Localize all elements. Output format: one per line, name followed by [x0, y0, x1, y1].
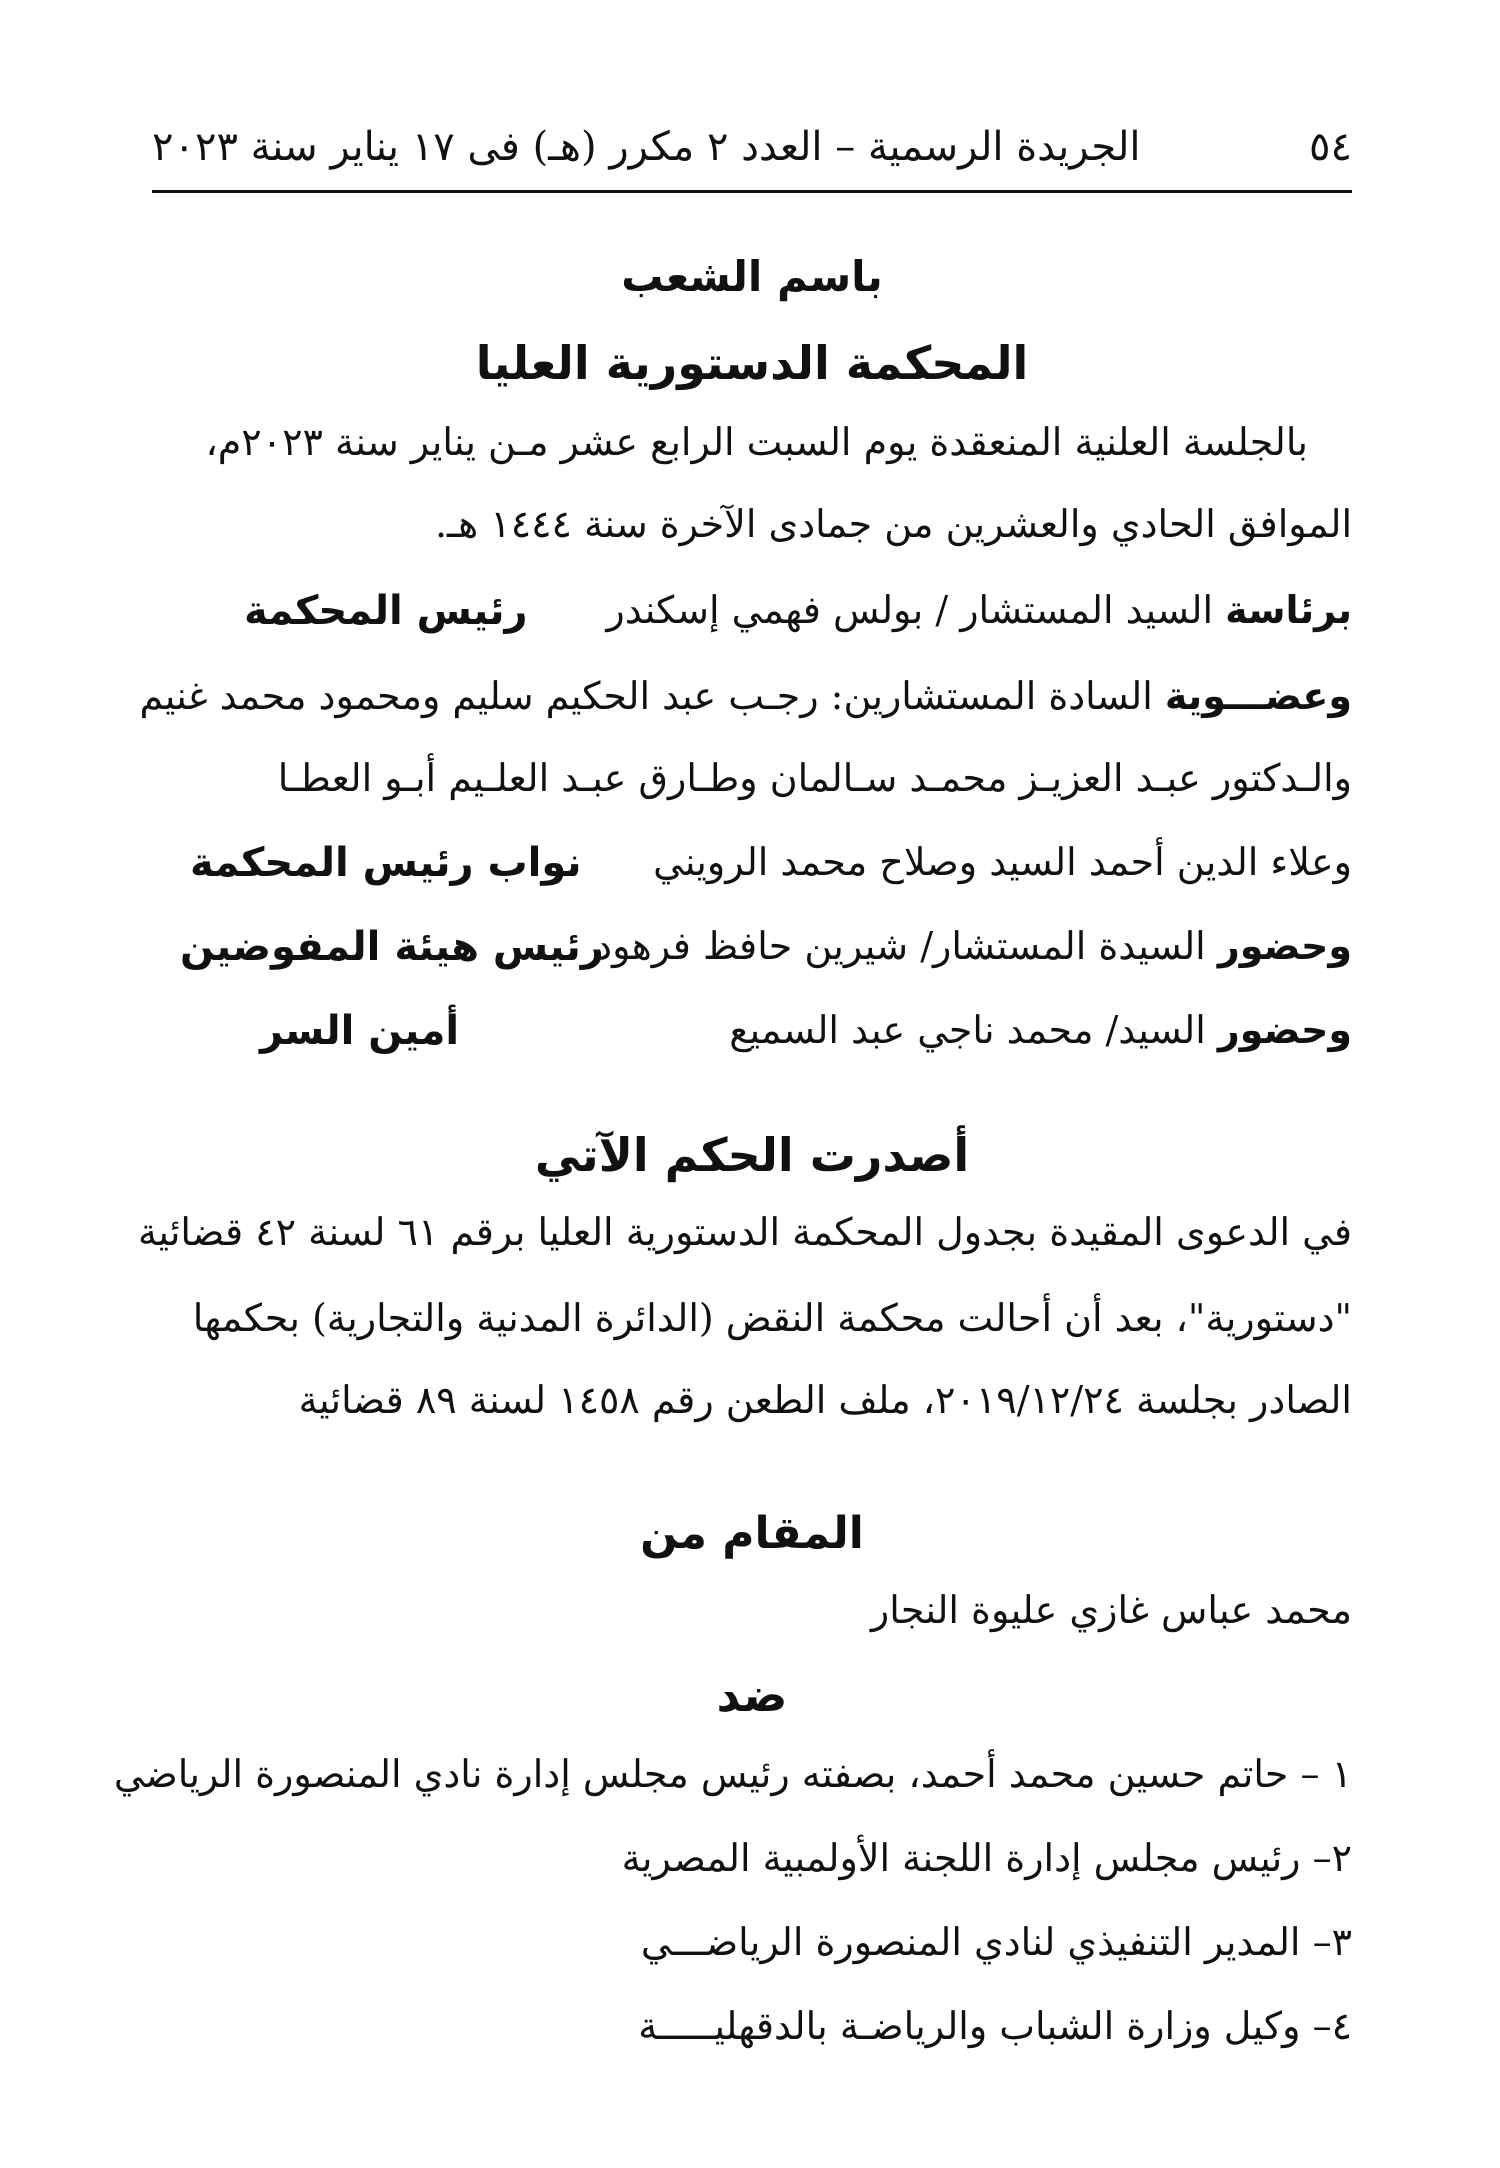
- defendant-item: ٢– رئيس مجلس إدارة اللجنة الأولمبية المصرية: [621, 1836, 1352, 1880]
- plaintiff-name: محمد عباس غازي عليوة النجار: [870, 1588, 1352, 1632]
- case-line-2: "دستورية"، بعد أن أحالت محكمة النقض (الدائرة المدنية والتجارية) بحكمها: [192, 1296, 1352, 1340]
- heading-issued: أصدرت الحكم الآتي: [534, 1128, 970, 1182]
- presidency-row: [152, 588, 1352, 644]
- heading-against: ضد: [716, 1668, 788, 1722]
- defendant-item: ٤– وكيل وزارة الشباب والرياضـة بالدقهليـــــة: [638, 2004, 1352, 2048]
- heading-court: المحكمة الدستورية العليا: [475, 336, 1029, 390]
- presidency-text: برئاسة السيد المستشار / بولس فهمي إسكندر: [606, 588, 1352, 632]
- secretary-text: السيد/ محمد ناجي عبد السميع: [729, 1008, 1206, 1052]
- members-line-2: والـدكتور عبـد العزيـز محمـد سـالمان وطـارق عبـد العلـيم أبـو العطـا: [277, 756, 1352, 800]
- presidency-role: رئيس المحكمة: [244, 588, 528, 634]
- members-row-1: [139, 674, 1352, 730]
- page-header: [152, 110, 1352, 193]
- page-number: ٥٤: [1309, 124, 1352, 170]
- publication-title: الجريدة الرسمية – العدد ٢ مكرر (هـ) فى ١٧ يناير سنة ٢٠٢٣: [152, 124, 1141, 170]
- attendance-label: وحضور: [1217, 1008, 1352, 1052]
- members-row-3: [152, 840, 1352, 896]
- attendance-label: وحضور: [1217, 924, 1352, 968]
- members-line-3: وعلاء الدين أحمد السيد وصلاح محمد الرويني: [653, 840, 1352, 884]
- heading-filed-by: المقام من: [640, 1508, 864, 1559]
- heading-in-name: باسم الشعب: [621, 252, 883, 301]
- defendant-item: ١ – حاتم حسين محمد أحمد، بصفته رئيس مجلس إدارة نادي المنصورة الرياضي: [113, 1752, 1352, 1796]
- presidency-label: برئاسة: [1225, 588, 1352, 632]
- members-line-1: السادة المستشارين: رجـب عبد الحكيم سليم ومحمود محمد غنيم: [139, 674, 1153, 718]
- members-role: نواب رئيس المحكمة: [190, 840, 582, 886]
- case-line-3: الصادر بجلسة ٢٠١٩/١٢/٢٤، ملف الطعن رقم ١٤٥٨ لسنة ٨٩ قضائية: [298, 1378, 1352, 1422]
- case-line-1: في الدعوى المقيدة بجدول المحكمة الدستورية العليا برقم ٦١ لسنة ٤٢ قضائية: [138, 1210, 1352, 1254]
- defendant-item: ٣– المدير التنفيذي لنادي المنصورة الرياضـــي: [640, 1920, 1352, 1964]
- commissioners-role: رئيس هيئة المفوضين: [180, 924, 604, 970]
- secretary-role: أمين السر: [260, 1008, 460, 1054]
- session-line-2: الموافق الحادي والعشرين من جمادى الآخرة سنة ١٤٤٤ هـ.: [434, 502, 1352, 546]
- session-line-1: بالجلسة العلنية المنعقدة يوم السبت الرابع عشر مـن يناير سنة ٢٠٢٣م،: [205, 420, 1308, 464]
- secretary-row: [152, 1008, 1352, 1064]
- commissioners-row: [152, 924, 1352, 980]
- commissioners-text: السيدة المستشار/ شيرين حافظ فرهود: [595, 924, 1206, 968]
- members-label: وعضـــوية: [1164, 674, 1352, 718]
